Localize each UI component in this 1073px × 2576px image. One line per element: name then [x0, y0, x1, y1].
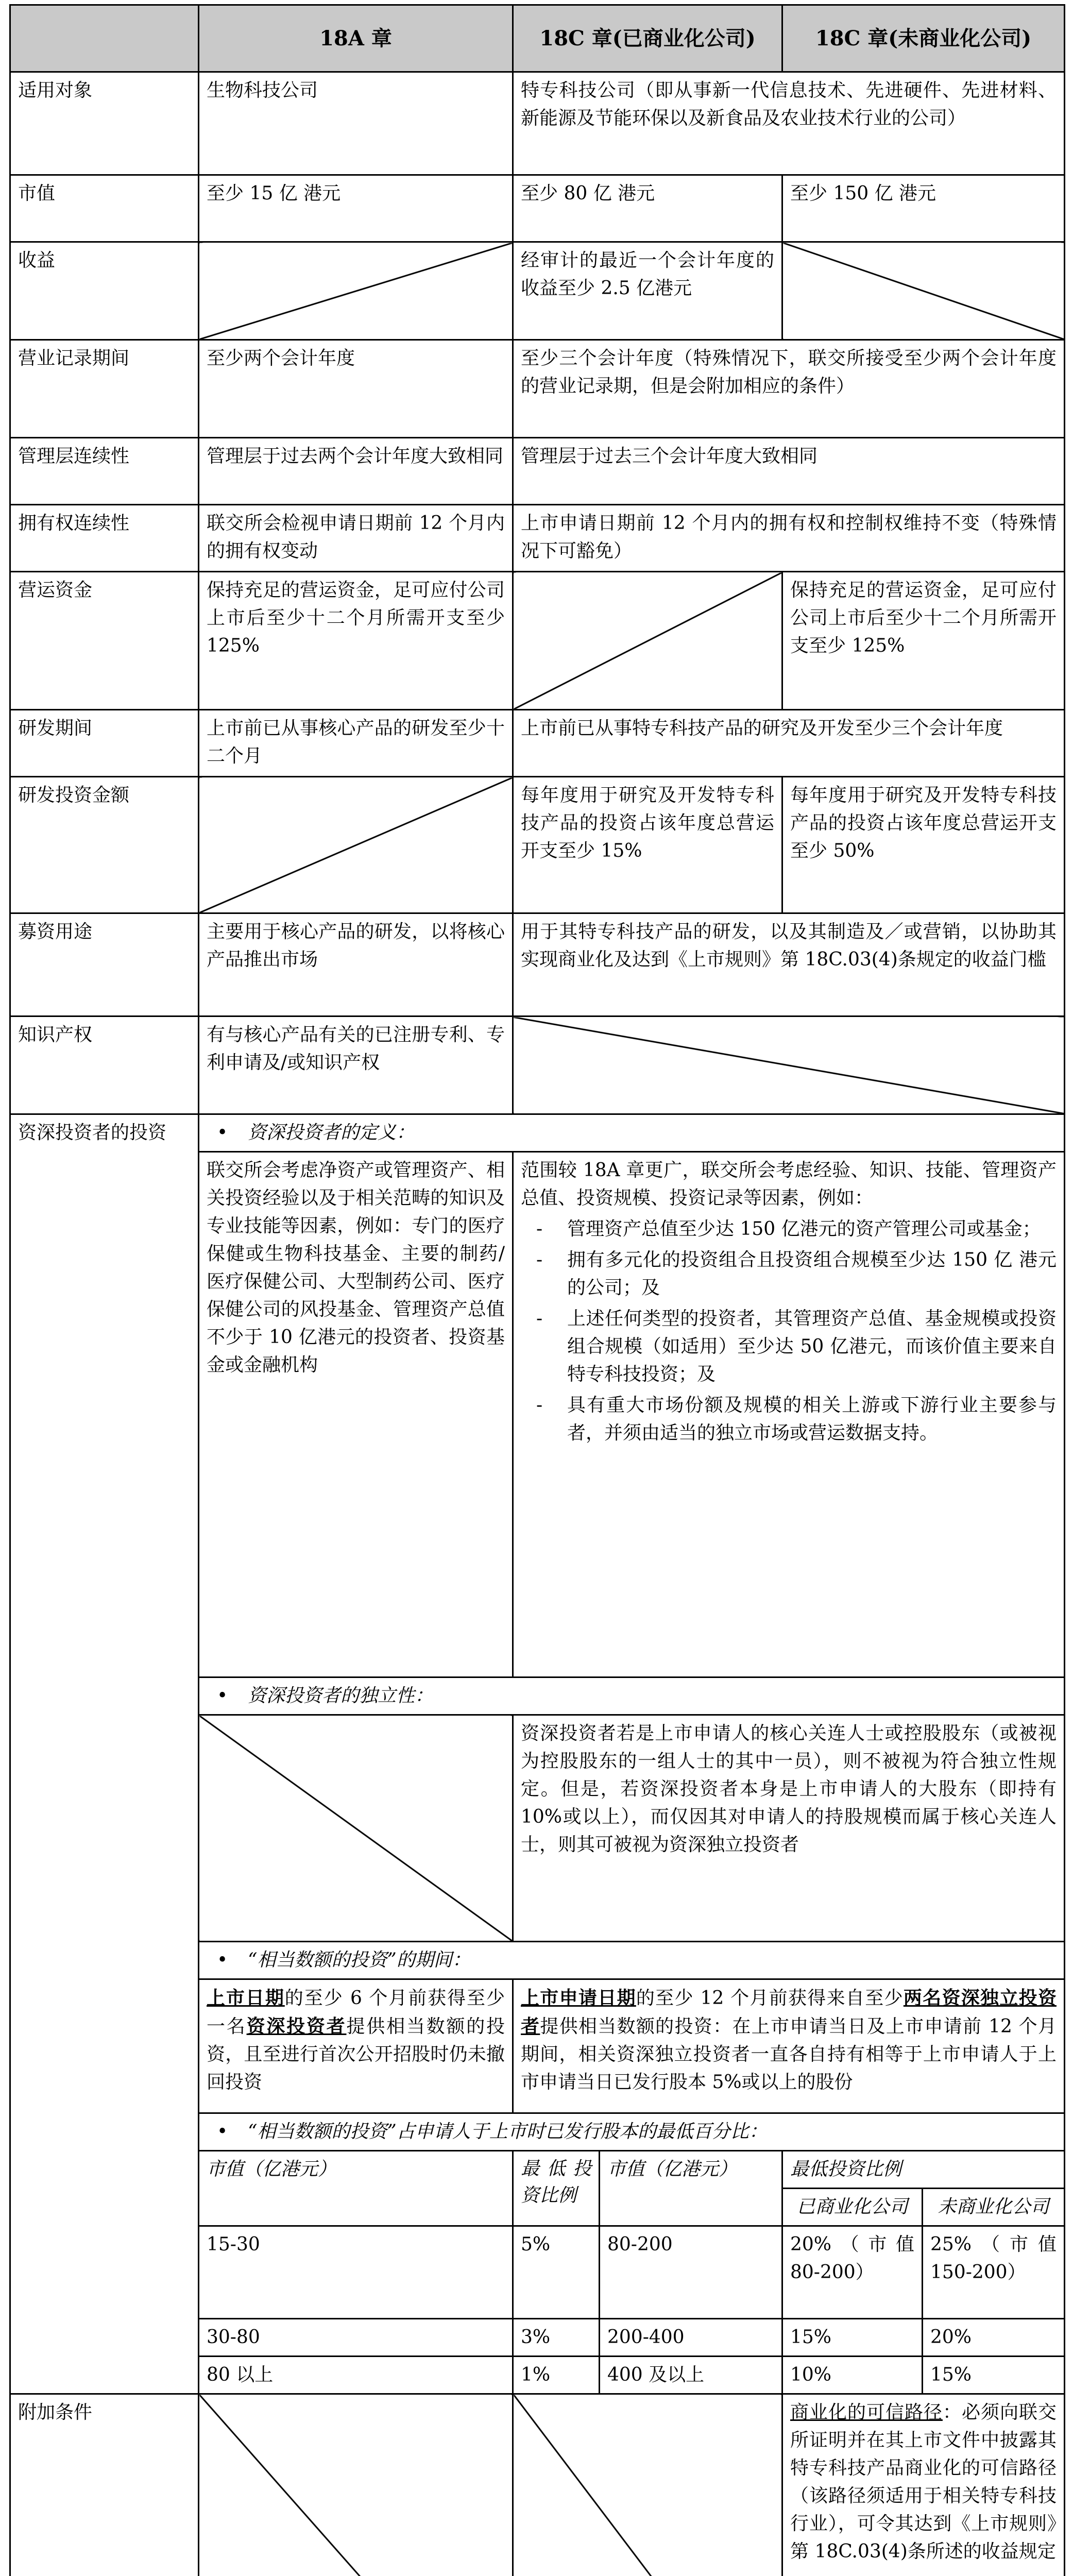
- cell-18a-rd-period: 上市前已从事核心产品的研发至少十二个月: [199, 710, 513, 777]
- list-item: - 拥有多元化的投资组合且投资组合规模至少达 150 亿 港元的公司；及: [567, 1246, 1057, 1302]
- row-label-investors: 资深投资者的投资: [10, 1114, 199, 2394]
- cell-18a-rd-investment-na: [199, 777, 513, 913]
- comparison-table: [9, 4, 1065, 2576]
- cell-18a-investment-period: 上市日期的至少 6 个月前获得至少一名资深投资者提供相当数额的投资，且至进行首次公开招股时仍未撤回投资: [199, 1979, 513, 2113]
- cell-18c-non-revenue-na: [782, 242, 1065, 340]
- row-label-market-cap: 市值: [10, 175, 199, 242]
- row-label-revenue: 收益: [10, 242, 199, 340]
- bullet-icon: •: [217, 1950, 228, 1971]
- cell-18c-non-market-cap: 至少 150 亿 港元: [782, 175, 1065, 242]
- min-table-a-cap: 15-30: [199, 2226, 513, 2319]
- cell-18c-independence: 资深投资者若是上市申请人的核心关连人士或控股股东（或被视为控股股东的一组人士的其中一员），则不被视为符合独立性规定。但是，若资深投资者本身是上市申请人的大股东（即持有 10%或以上），而仅因其对申请人的持股规模而属于核心关连人士，则其可被视为资深独立投资者: [513, 1715, 1065, 1942]
- min-table-18c-pct-header: 最低投资比例: [782, 2151, 1065, 2189]
- row-label-rd-period: 研发期间: [10, 710, 199, 777]
- min-table-a-cap: 80 以上: [199, 2357, 513, 2394]
- header-18c-precommercial: 18C 章(未商业化公司): [782, 5, 1065, 72]
- min-table-c-cap: 400 及以上: [600, 2357, 782, 2394]
- cell-18c-use-of-proceeds: 用于其特专科技产品的研发，以及其制造及／或营销，以协助其实现商业化及达到《上市规则》第 18C.03(4)条规定的收益门槛: [513, 913, 1065, 1016]
- cell-18c-rd-period: 上市前已从事特专科技产品的研究及开发至少三个会计年度: [513, 710, 1065, 777]
- row-label-use-of-proceeds: 募资用途: [10, 913, 199, 1016]
- cell-18a-market-cap: 至少 15 亿 港元: [199, 175, 513, 242]
- c18-definition-intro: 范围较 18A 章更广，联交所会考虑经验、知识、技能、管理资产总值、投资规模、投资记录等因素，例如：: [521, 1160, 1057, 1209]
- cell-18c-com-working-capital-na: [513, 572, 782, 710]
- cell-18a-ip: 有与核心产品有关的已注册专利、专利申请及/或知识产权: [199, 1016, 513, 1114]
- cell-18c-ip-na: [513, 1016, 1065, 1114]
- investors-min-pct-title: • “相当数额的投资”占申请人于上市时已发行股本的最低百分比：: [199, 2113, 1065, 2151]
- cell-18c-track-record: 至少三个会计年度（特殊情况下，联交所接受至少两个会计年度的营业记录期，但是会附加相应的条件）: [513, 340, 1065, 438]
- row-label-applicable: 适用对象: [10, 72, 199, 175]
- cell-18c-investment-period: 上市申请日期的至少 12 个月前获得来自至少两名资深独立投资者提供相当数额的投资：在上市申请当日及上市申请前 12 个月期间，相关资深独立投资者一直各自持有相等于上市申请人于上市申请当日已发行股本 5%或以上的股份: [513, 1979, 1065, 2113]
- cell-18c-non-rd-investment: 每年度用于研究及开发特专科技产品的投资占该年度总营运开支至少 50%: [782, 777, 1065, 913]
- list-item: - 具有重大市场份额及规模的相关上游或下游行业主要参与者，并须由适当的独立市场或营运数据支持。: [567, 1392, 1057, 1447]
- bullet-icon: •: [217, 1685, 228, 1706]
- bullet-icon: •: [217, 1122, 228, 1143]
- min-table-c-com: 10%: [782, 2357, 923, 2394]
- investors-independence-title: • 资深投资者的独立性：: [199, 1677, 1065, 1715]
- min-table-a-pct: 3%: [513, 2319, 600, 2357]
- min-table-c-cap: 200-400: [600, 2319, 782, 2357]
- min-table-a-pct: 1%: [513, 2357, 600, 2394]
- min-table-18c-com-header: 已商业化公司: [782, 2189, 923, 2226]
- row-label-management: 管理层连续性: [10, 438, 199, 505]
- cell-18a-working-capital: 保持充足的营运资金，足可应付公司上市后至少十二个月所需开支至少 125%: [199, 572, 513, 710]
- min-table-c-non: 20%: [923, 2319, 1065, 2357]
- c18-definition-list: [521, 1215, 1057, 1447]
- header-18a: 18A 章: [199, 5, 513, 72]
- row-label-rd-investment: 研发投资金额: [10, 777, 199, 913]
- investors-period-title: • “相当数额的投资”的期间：: [199, 1942, 1065, 1979]
- cell-18a-ownership: 联交所会检视申请日期前 12 个月内的拥有权变动: [199, 505, 513, 572]
- min-table-c-non: 15%: [923, 2357, 1065, 2394]
- min-table-18a-cap-header: 市值（亿港元）: [199, 2151, 513, 2226]
- cell-18a-applicable: 生物科技公司: [199, 72, 513, 175]
- cell-18c-com-market-cap: 至少 80 亿 港元: [513, 175, 782, 242]
- bullet-icon: •: [217, 2121, 228, 2142]
- list-item: - 上述任何类型的投资者，其管理资产总值、基金规模或投资组合规模（如适用）至少达 50 亿港元，而该价值主要来自特专科技投资；及: [567, 1305, 1057, 1388]
- cell-18c-com-additional-na: [513, 2394, 782, 2576]
- investors-definition-title: • 资深投资者的定义：: [199, 1114, 1065, 1152]
- header-18c-commercial: 18C 章(已商业化公司): [513, 5, 782, 72]
- cell-18a-use-of-proceeds: 主要用于核心产品的研发，以将核心产品推出市场: [199, 913, 513, 1016]
- min-table-18c-non-header: 未商业化公司: [923, 2189, 1065, 2226]
- cell-18c-non-additional: 商业化的可信路径：必须向联交所证明并在其上市文件中披露其特专科技产品商业化的可信路径（该路径须适用于相关特专科技行业），可令其达到《上市规则》第 18C.03(4)条所述的收益规定: [782, 2394, 1065, 2576]
- min-table-c-non: 25%（市值 150-200）: [923, 2226, 1065, 2319]
- row-label-ownership: 拥有权连续性: [10, 505, 199, 572]
- min-table-a-cap: 30-80: [199, 2319, 513, 2357]
- cell-18c-com-revenue: 经审计的最近一个会计年度的收益至少 2.5 亿港元: [513, 242, 782, 340]
- row-label-additional: 附加条件: [10, 2394, 199, 2576]
- header-blank: [10, 5, 199, 72]
- row-label-working-capital: 营运资金: [10, 572, 199, 710]
- cell-18a-additional-na: [199, 2394, 513, 2576]
- min-table-18a-pct-header: 最低投资比例: [513, 2151, 600, 2226]
- row-label-ip: 知识产权: [10, 1016, 199, 1114]
- cell-18c-investor-definition: [513, 1152, 1065, 1677]
- list-item: - 管理资产总值至少达 150 亿港元的资产管理公司或基金；: [567, 1215, 1057, 1243]
- row-label-track-record: 营业记录期间: [10, 340, 199, 438]
- cell-18a-management: 管理层于过去两个会计年度大致相同: [199, 438, 513, 505]
- cell-18c-com-rd-investment: 每年度用于研究及开发特专科技产品的投资占该年度总营运开支至少 15%: [513, 777, 782, 913]
- cell-18c-management: 管理层于过去三个会计年度大致相同: [513, 438, 1065, 505]
- cell-18a-investor-definition: 联交所会考虑净资产或管理资产、相关投资经验以及于相关范畴的知识及专业技能等因素，例如：专门的医疗保健或生物科技基金、主要的制药/医疗保健公司、大型制药公司、医疗保健公司的风投基金、管理资产总值不少于 10 亿港元的投资者、投资基金或金融机构: [199, 1152, 513, 1677]
- min-table-18c-cap-header: 市值（亿港元）: [600, 2151, 782, 2226]
- cell-18a-track-record: 至少两个会计年度: [199, 340, 513, 438]
- cell-18c-applicable: 特专科技公司（即从事新一代信息技术、先进硬件、先进材料、新能源及节能环保以及新食品及农业技术行业的公司）: [513, 72, 1065, 175]
- cell-18a-revenue-na: [199, 242, 513, 340]
- min-table-a-pct: 5%: [513, 2226, 600, 2319]
- cell-18a-independence-na: [199, 1715, 513, 1942]
- cell-18c-non-working-capital: 保持充足的营运资金，足可应付公司上市后至少十二个月所需开支至少 125%: [782, 572, 1065, 710]
- min-table-c-cap: 80-200: [600, 2226, 782, 2319]
- min-table-c-com: 15%: [782, 2319, 923, 2357]
- min-table-c-com: 20%（市值 80-200）: [782, 2226, 923, 2319]
- cell-18c-ownership: 上市申请日期前 12 个月内的拥有权和控制权维持不变（特殊情况下可豁免）: [513, 505, 1065, 572]
